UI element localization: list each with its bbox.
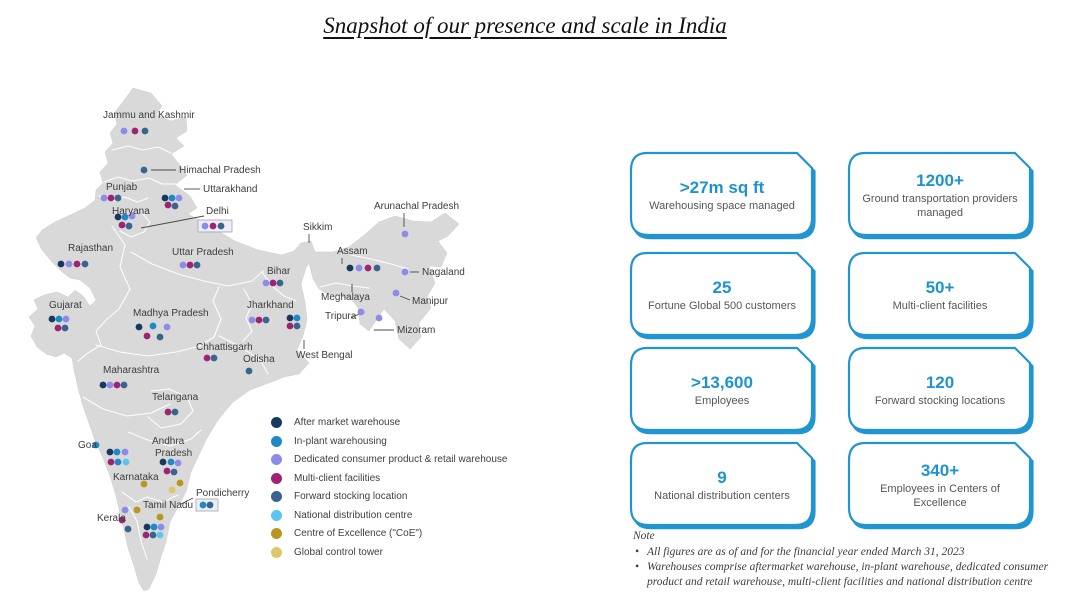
facility-dot-multi <box>74 261 81 268</box>
state-label: Kerala <box>97 513 126 524</box>
facility-dot-multi <box>187 262 194 269</box>
stat-card <box>848 442 1032 528</box>
stat-label: Forward stocking locations <box>874 394 1006 407</box>
facility-dot-dedicated <box>66 261 73 268</box>
facility-dot-multi <box>132 128 139 135</box>
facility-dot-dedicated <box>393 290 400 297</box>
stat-label: Employees in Centers of Excellence <box>880 482 1000 510</box>
facility-dot-aftermarket <box>58 261 65 268</box>
facility-dot-dedicated <box>376 315 383 322</box>
stat-card <box>630 152 814 238</box>
stat-card <box>630 252 814 338</box>
state-label: Assam <box>337 246 368 257</box>
state-label: Goa <box>78 440 97 451</box>
facility-dot-multi <box>287 323 294 330</box>
facility-dot-coe <box>177 480 184 487</box>
state-label: West Bengal <box>296 350 353 361</box>
stat-label: Multi-client facilities <box>892 299 988 312</box>
facility-dot-forward <box>121 382 128 389</box>
facility-dot-forward <box>211 355 218 362</box>
facility-dot-multi <box>164 468 171 475</box>
facility-dot-forward <box>172 203 179 210</box>
facility-dot-forward <box>218 223 225 230</box>
legend-item <box>271 436 507 448</box>
legend-item <box>271 473 507 485</box>
facility-dot-dedicated <box>107 382 114 389</box>
facility-dot-aftermarket <box>347 265 354 272</box>
legend-dot-aftermarket <box>271 417 282 428</box>
facility-dot-multi <box>165 202 172 209</box>
legend-dot-inplant <box>271 436 282 447</box>
facility-dot-dedicated <box>101 195 108 202</box>
stat-card <box>848 152 1032 238</box>
facility-dot-dedicated <box>263 280 270 287</box>
facility-dot-forward <box>157 334 164 341</box>
facility-dot-inplant <box>200 502 207 509</box>
facility-dot-coe <box>134 507 141 514</box>
facility-dot-dedicated <box>176 195 183 202</box>
stat-value: 9 <box>717 467 727 487</box>
facility-dot-inplant <box>56 316 63 323</box>
facility-dot-aftermarket <box>136 324 143 331</box>
facility-dot-forward <box>115 195 122 202</box>
legend-item <box>271 547 507 559</box>
facility-dot-multi <box>165 409 172 416</box>
note-bullet: • All figures are as of and for the financial year ended March 31, 2023 <box>633 545 1079 560</box>
facility-dot-dedicated <box>180 262 187 269</box>
legend-label: Dedicated consumer product & retail warehouse <box>294 454 508 466</box>
state-label: Karnataka <box>113 472 159 483</box>
stat-card <box>848 347 1032 433</box>
stat-card <box>630 347 814 433</box>
state-label: Mizoram <box>397 325 436 336</box>
facility-dot-multi <box>210 223 217 230</box>
facility-dot-inplant <box>114 449 121 456</box>
state-label: Tripura <box>325 311 357 322</box>
facility-dot-inplant <box>150 323 157 330</box>
facility-dot-forward <box>150 532 157 539</box>
facility-dot-dedicated <box>402 231 409 238</box>
state-label: Jharkhand <box>247 300 294 311</box>
facility-dot-multi <box>143 532 150 539</box>
state-label: Andhra Pradesh <box>152 436 193 459</box>
facility-dot-forward <box>374 265 381 272</box>
map-legend <box>271 417 507 558</box>
stat-label: Fortune Global 500 customers <box>648 299 796 312</box>
state-label: Madhya Pradesh <box>133 308 209 319</box>
facility-dot-dedicated <box>402 269 409 276</box>
facility-dot-aftermarket <box>49 316 56 323</box>
state-label: Sikkim <box>303 222 333 233</box>
stat-value: >27m sq ft <box>679 177 765 197</box>
facility-dot-forward <box>171 469 178 476</box>
facility-dot-aftermarket <box>144 524 151 531</box>
facility-dot-dedicated <box>249 317 256 324</box>
facility-dot-forward <box>82 261 89 268</box>
facility-dot-multi <box>270 280 277 287</box>
legend-item <box>271 491 507 503</box>
facility-dot-multi <box>55 325 62 332</box>
state-label: Odisha <box>243 354 275 365</box>
state-label: Telangana <box>152 392 199 403</box>
note-bullet: • Warehouses comprise aftermarket warehouse, in-plant warehouse, dedicated consumer product and retail warehouse, multi-client facilities and national distribution centre <box>633 560 1079 589</box>
state-label: Uttar Pradesh <box>172 247 234 258</box>
facility-dot-dedicated <box>122 449 129 456</box>
facility-dot-multi <box>256 317 263 324</box>
facility-dot-multi <box>204 355 211 362</box>
stat-label: Warehousing space managed <box>649 199 795 212</box>
legend-dot-coe <box>271 528 282 539</box>
stat-label: Employees <box>694 394 750 407</box>
stat-label: Ground transportation providers managed <box>862 192 1018 220</box>
stat-value: 340+ <box>920 460 960 480</box>
state-label: Jammu and Kashmir <box>103 110 195 121</box>
note-list <box>633 545 1079 590</box>
facility-dot-dedicated <box>202 223 209 230</box>
state-label: Manipur <box>412 296 449 307</box>
facility-dot-multi <box>108 195 115 202</box>
facility-dot-multi <box>114 382 121 389</box>
state-label: Pondicherry <box>196 488 250 499</box>
legend-dot-forward <box>271 491 282 502</box>
state-label: Gujarat <box>49 300 82 311</box>
facility-dot-inplant <box>294 315 301 322</box>
facility-dot-forward <box>294 323 301 330</box>
facility-dot-dedicated <box>121 128 128 135</box>
legend-label: Forward stocking location <box>294 491 408 503</box>
stat-value: >13,600 <box>691 372 753 392</box>
legend-label: Centre of Excellence ("CoE") <box>294 528 423 540</box>
stat-value: 1200+ <box>916 170 964 190</box>
state-label: Maharashtra <box>103 365 160 376</box>
facility-dot-national <box>157 532 164 539</box>
facility-dot-multi <box>144 333 151 340</box>
note-block <box>633 529 1079 590</box>
legend-label: Global control tower <box>294 546 383 558</box>
state-label: Arunachal Pradesh <box>374 201 460 212</box>
facility-dot-dedicated <box>358 309 365 316</box>
facility-dot-dedicated <box>63 316 70 323</box>
facility-dot-forward <box>141 167 148 174</box>
state-label: Uttarakhand <box>203 184 258 195</box>
facility-dot-forward <box>277 280 284 287</box>
legend-label: Multi-client facilities <box>294 472 381 484</box>
facility-dot-inplant <box>169 195 176 202</box>
facility-dot-forward <box>172 409 179 416</box>
facility-dot-aftermarket <box>287 315 294 322</box>
facility-dot-forward <box>125 526 132 533</box>
facility-dot-coe <box>157 514 164 521</box>
facility-dot-forward <box>207 502 214 509</box>
state-label: Himachal Pradesh <box>179 165 261 176</box>
legend-label: National distribution centre <box>294 509 413 521</box>
facility-dot-inplant <box>115 459 122 466</box>
facility-dot-forward <box>126 223 133 230</box>
state-label: Punjab <box>106 182 138 193</box>
legend-label: After market warehouse <box>294 417 401 429</box>
facility-dot-forward <box>194 262 201 269</box>
stat-card <box>848 252 1032 338</box>
legend-item <box>271 510 507 522</box>
state-label: Haryana <box>112 206 150 217</box>
facility-dot-inplant <box>168 459 175 466</box>
facility-dot-forward <box>263 317 270 324</box>
facility-dot-multi <box>119 222 126 229</box>
facility-dot-forward <box>142 128 149 135</box>
facility-dot-forward <box>62 325 69 332</box>
facility-dot-aftermarket <box>162 195 169 202</box>
facility-dot-dedicated <box>158 524 165 531</box>
legend-label: In-plant warehousing <box>294 435 387 447</box>
facility-dot-national <box>123 459 130 466</box>
facility-dot-forward <box>246 368 253 375</box>
facility-dot-inplant <box>151 524 158 531</box>
note-heading: Note <box>633 530 655 542</box>
stat-label: National distribution centers <box>654 489 790 502</box>
stat-value: 25 <box>712 277 732 297</box>
state-label: Chhattisgarh <box>196 342 253 353</box>
state-label: Nagaland <box>422 267 465 278</box>
state-label: Bihar <box>267 266 291 277</box>
legend-dot-global <box>271 547 282 558</box>
legend-item <box>271 417 507 429</box>
state-label: Tamil Nadu <box>143 500 194 511</box>
facility-dot-dedicated <box>175 460 182 467</box>
legend-dot-national <box>271 510 282 521</box>
facility-dot-global <box>169 487 176 494</box>
legend-item <box>271 528 507 540</box>
state-label: Delhi <box>206 206 229 217</box>
legend-item <box>271 454 507 466</box>
facility-dot-multi <box>365 265 372 272</box>
facility-dot-aftermarket <box>100 382 107 389</box>
stat-card <box>630 442 814 528</box>
state-label: Rajasthan <box>68 243 114 254</box>
facility-dot-multi <box>108 459 115 466</box>
facility-dot-aftermarket <box>160 459 167 466</box>
facility-dot-dedicated <box>164 324 171 331</box>
stat-value: 50+ <box>925 277 955 297</box>
facility-dot-aftermarket <box>107 449 114 456</box>
legend-dot-multi <box>271 473 282 484</box>
state-label: Meghalaya <box>321 292 370 303</box>
page-title-text: Snapshot of our presence and scale in India <box>323 13 727 38</box>
stat-value: 120 <box>925 372 955 392</box>
facility-dot-dedicated <box>356 265 363 272</box>
legend-dot-dedicated <box>271 454 282 465</box>
